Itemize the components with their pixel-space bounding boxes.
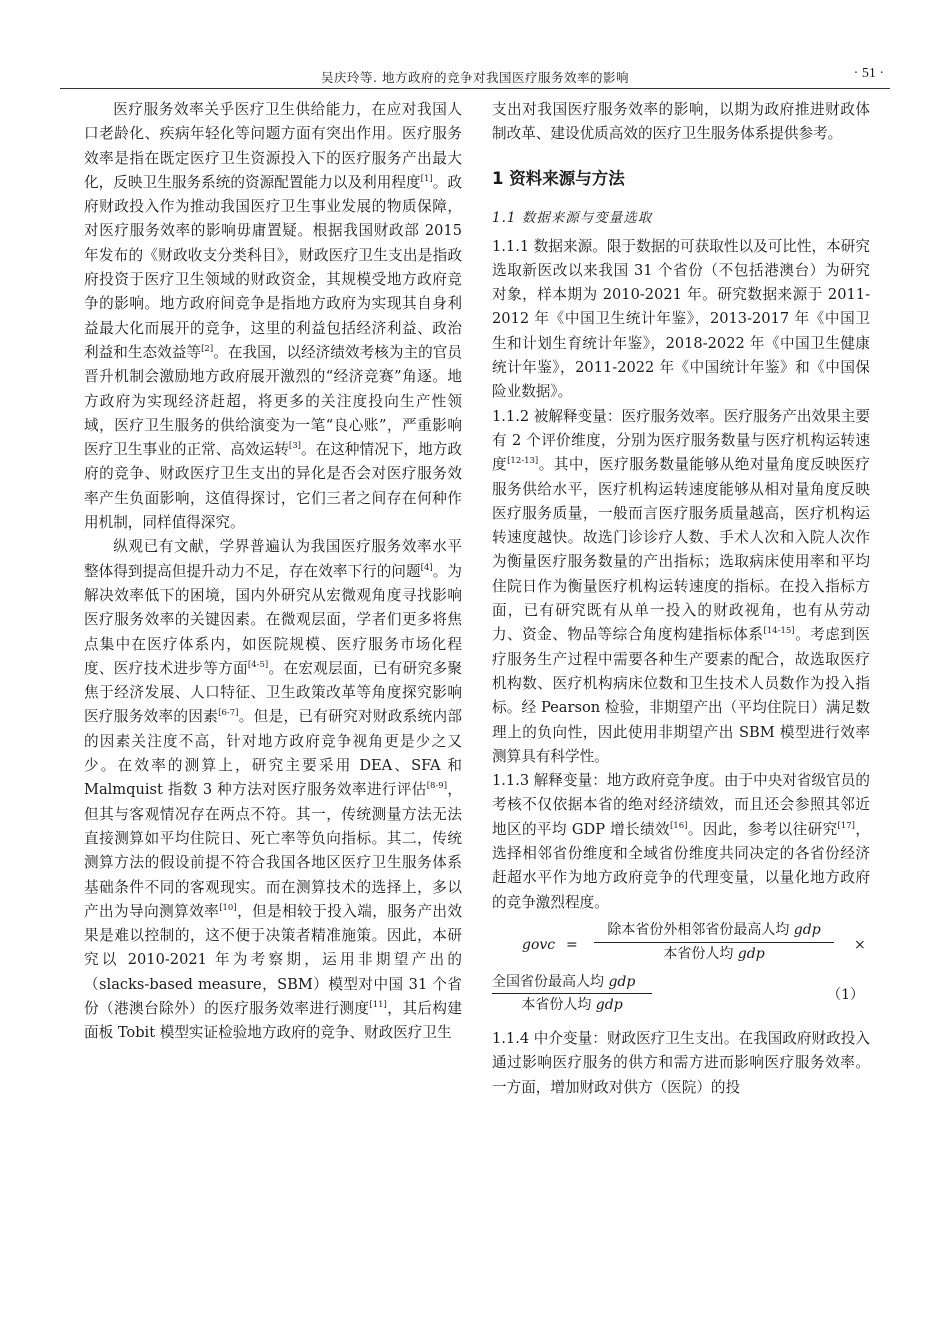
text-run: 医疗服务效率关乎医疗卫生供给能力，在应对我国人口老龄化、疾病年轻化等问题方面有突出作用。医疗服务效率是指在既定医疗卫生资源投入下的医疗服务产出最大化，反映卫生服务系统的资源配置能力以及利用程度 [84, 101, 462, 191]
paragraph-dependent-variable [492, 405, 870, 769]
formula-times: × [854, 936, 866, 953]
paragraph-continued: 支出对我国医疗服务效率的影响，以期为政府推进财政体制改革、建设优质高效的医疗卫生服务体系提供参考。 [492, 101, 870, 143]
text-run: ，但其与客观情况存在两点不符。其一，传统测量方法无法直接测算如平均住院日、死亡率等负向指标。其二，传统测算方法的假设前提不符合我国各地区医疗卫生服务体系基础条件不同的客观现实。而在测算技术的选择上，多以产出为导向测算效率 [84, 781, 462, 920]
text-run: 1.1.2 被解释变量：医疗服务效率。医疗服务产出效果主要有 2 个评价维度，分别为医疗服务数量与医疗机构运转速度 [492, 407, 870, 474]
fraction-2-denominator: 本省份人均 gdp [521, 996, 623, 1013]
text-run: 。但是，已有研究对财政系统内部的因素关注度不高，针对地方政府竞争视角更是少之又少。在效率的测算上，研究主要采用 DEA、SFA 和 Malmquist 指数 3 种方法对医疗服务效率进行评估 [84, 708, 462, 799]
text-run: 。在这种情况下，地方政府的竞争、财政医疗卫生支出的异化是否会对医疗服务效率产生负面影响，这值得探讨，它们三者之间存在何种作用机制，同样值得深究。 [84, 441, 462, 532]
text-run: 。政府财政投入作为推动我国医疗卫生事业发展的物质保障，对医疗服务效率的影响毋庸置疑。根据我国财政部 2015 年发布的《财政收支分类科目》，财政医疗卫生支出是指政府投资于医疗卫生领域的财政资金，其规模受地方政府竞争的影响。地方政府间竞争是指地方政府为实现其自身利益最大化而展开的竞争，这里的利益包括经济利益、政治利益和生态效益等 [84, 173, 462, 361]
text-run: 。在我国，以经济绩效考核为主的官员晋升机制会激励地方政府展开激烈的“经济竞赛”角逐。地方政府为实现经济赶超，将更多的关注度投向生产性领域，医疗卫生服务的供给演变为一笔“良心账”，严重影响医疗卫生事业的正常、高效运转 [84, 343, 462, 459]
text-run: 1.1.3 解释变量：地方政府竞争度。由于中央对省级官员的考核不仅依据本省的绝对经济绩效，而且还会参照其邻近地区的平均 GDP 增长绩效 [492, 772, 870, 838]
citation-ref: [17] [837, 820, 855, 831]
left-column [84, 98, 462, 1046]
paragraph-intro [84, 98, 462, 535]
citation-ref: [1] [420, 173, 433, 184]
citation-ref: [14-15] [763, 626, 795, 637]
formula-equals: = [566, 936, 578, 953]
citation-ref: [4-5] [247, 659, 269, 670]
equation-1 [492, 919, 870, 1027]
text-run: 。其中，医疗服务数量能够从绝对量角度反映医疗服务供给水平，医疗机构运转速度能够从相对量角度反映医疗服务质量，一般而言医疗服务质量越高，医疗机构运转速度越快。故选门诊诊疗人数、手术人次和入院人次作为衡量医疗服务数量的产出指标；选取病床使用率和平均住院日作为衡量医疗机构运转速度的指标。在投入指标方面，已有研究既有从单一投入的财政视角，也有从劳动力、资金、物品等综合角度构建指标体系 [492, 456, 870, 644]
citation-ref: [8-9] [426, 781, 448, 792]
running-title: 吴庆玲等. 地方政府的竞争对我国医疗服务效率的影响 [321, 70, 629, 85]
paragraph-explanatory-variable [492, 769, 870, 915]
citation-ref: [3] [288, 441, 301, 452]
paragraph-data-source [492, 235, 870, 405]
section-title: 1 资料来源与方法 [492, 168, 625, 188]
text-run: ，选择相邻省份维度和全域省份维度共同决定的各省份经济赶超水平作为地方政府竞争的代理变量，以量化地方政府的竞争激烈程度。 [492, 820, 870, 911]
right-column [492, 98, 870, 1100]
paragraph-mediator-variable [492, 1027, 870, 1100]
formula-symbol: gdp [595, 996, 623, 1013]
fraction-2-numerator: 全国省份最高人均 gdp [492, 971, 652, 994]
running-header [60, 62, 890, 89]
text-run: 纵观已有文献，学界普遍认为我国医疗服务效率水平整体得到提高但提升动力不足，存在效率下行的问题 [84, 538, 462, 580]
text-run: ，但是相较于投入端，服务产出效果是难以控制的，这不便于决策者精准施策。因此，本研究以 2010-2021 年为考察期，运用非期望产出的（slacks-based measure，SBM）模型对中国 31 个省份（港澳台除外）的医疗服务效率进行测度 [84, 902, 462, 1017]
text-run: 1.1.4 中介变量：财政医疗卫生支出。在我国政府财政投入通过影响医疗服务的供方和需方进而影响医疗服务效率。一方面，增加财政对供方（医院）的投 [492, 1029, 870, 1096]
citation-ref: [10] [219, 902, 237, 913]
text-run: 1.1.1 数据来源。限于数据的可获取性以及可比性，本研究选取新医改以来我国 31 个省份（不包括港澳台）为研究对象，样本期为 2010-2021 年。研究数据来源于 2011-2012 年《中国卫生统计年鉴》，2013-2017 年《中国卫生和计划生育统计年鉴》，2018-2022 年《中国卫生健康统计年鉴》，2011-2022 年《中国统计年鉴》和《中国保险业数据》。 [492, 237, 870, 401]
formula-symbol: gdp [737, 945, 765, 962]
formula-symbol: gdp [793, 921, 821, 938]
fraction-1-numerator: 除本省份外相邻省份最高人均 gdp [594, 919, 834, 943]
citation-ref: [16] [669, 820, 688, 831]
paragraph-literature [84, 535, 462, 1045]
subsection-title: 1.1 数据来源与变量选取 [492, 209, 653, 226]
formula-symbol: gdp [608, 973, 636, 990]
citation-ref: [4] [420, 562, 433, 573]
text-run: 。考虑到医疗服务生产过程中需要各种生产要素的配合，故选取医疗机构数、医疗机构病床位数和卫生技术人员数作为投入指标。经 Pearson 检验，非期望产出（平均住院日）满足数理上的负向性，因此使用非期望产出 SBM 模型进行效率测算具有科学性。 [492, 626, 870, 765]
text-run: ，其后构建面板 Tobit 模型实证检验地方政府的竞争、财政医疗卫生 [84, 999, 462, 1042]
citation-ref: [11] [369, 999, 387, 1010]
text-run: 。为解决效率低下的困境，国内外研究从宏微观角度寻找影响医疗服务效率的关键因素。在微观层面，学者们更多将焦点集中在医疗体系内，如医院规模、医疗服务市场化程度、医疗技术进步等方面 [84, 562, 462, 677]
formula-fraction-2 [492, 971, 652, 1016]
text-run: 。在宏观层面，已有研究多聚焦于经济发展、人口特征、卫生政策改革等角度探究影响医疗服务效率的因素 [84, 659, 462, 726]
fraction-1-denominator: 本省份人均 gdp [663, 945, 765, 962]
text-run: 。因此，参考以往研究 [687, 820, 838, 838]
page-number: · 51 · [853, 66, 884, 81]
formula-variable: govc [522, 936, 556, 953]
equation-label: （1） [827, 986, 864, 1003]
citation-ref: [6-7] [218, 708, 239, 719]
citation-ref: [2] [201, 343, 214, 354]
citation-ref: [12-13] [507, 456, 539, 467]
formula-fraction-1 [594, 919, 834, 965]
